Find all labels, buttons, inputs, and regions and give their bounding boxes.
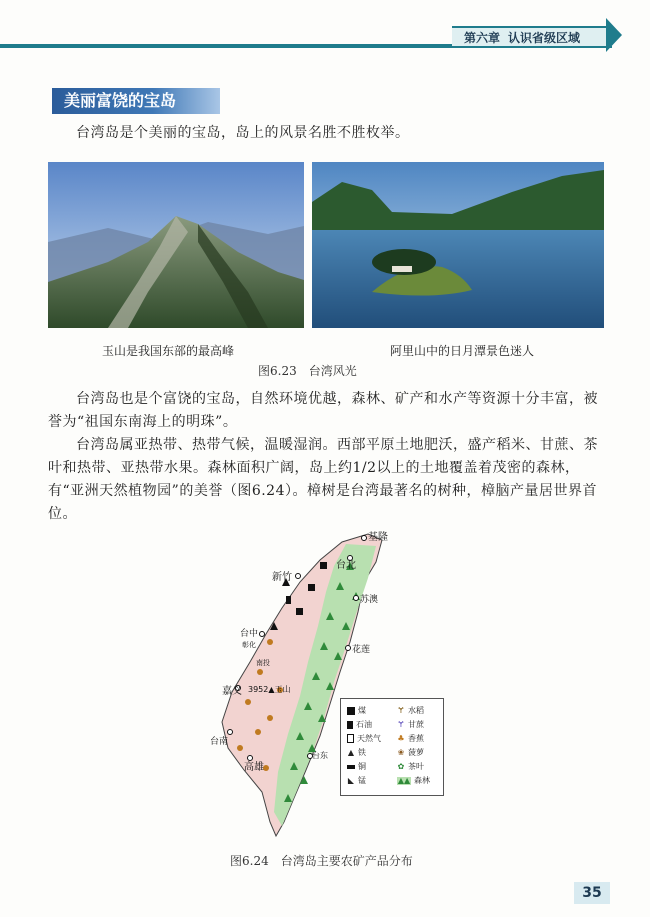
city-kaohsiung: 高雄 [244,762,264,773]
map-legend [340,698,444,796]
yushan-peak: 3952▲玉山 [248,685,291,694]
legend-item: ▲▲ 森林 [397,775,430,785]
city-suao: 苏澳 [360,595,379,605]
city-changhua: 彰化 [242,641,256,649]
sun-moon-lake-caption: 阿里山中的日月潭景色迷人 [390,344,535,358]
figure-6-24-caption: 图6.24 台湾岛主要农矿产品分布 [230,854,413,868]
legend-item: ✿ 茶叶 [397,761,424,771]
chapter-title: 认识省级区域 [508,31,581,45]
banana-icon: ♣ [397,733,405,743]
legend-item: ◣ 锰 [347,775,366,785]
legend-item: 天然气 [347,733,381,744]
copper-icon [347,765,355,769]
legend-item: 石油 [347,719,372,730]
body-paragraph-2: 台湾岛属亚热带、热带气候，温暖湿润。西部平原土地肥沃，盛产稻米、甘蔗、茶叶和热带、亚热带水果。森林面积广阔，岛上约1/2以上的土地覆盖着茂密的森林，有“亚洲天然植物园”的美誉（图6.24）。樟树是台湾最著名的树种，樟脑产量居世界首位。 [48,437,598,522]
section-title: 美丽富饶的宝岛 [52,88,220,114]
tea-icon: ✿ [397,761,405,771]
pineapple-icon: ❀ [397,747,405,757]
legend-item: 煤 [347,705,366,716]
yushan-caption: 玉山是我国东部的最高峰 [102,344,235,358]
city-tainan: 台南 [210,737,229,747]
legend-item: ▲ 铁 [347,747,366,757]
coal-icon [347,707,355,715]
page-number: 35 [574,882,610,904]
legend-item: ❀ 菠萝 [397,747,424,757]
gas-icon [347,734,354,743]
body-paragraph-1: 台湾岛也是个富饶的宝岛，自然环境优越，森林、矿产和水产等资源十分丰富，被誉为“祖国东南海上的明珠”。 [48,391,598,430]
legend-item: Ɏ 甘蔗 [398,719,424,729]
city-keelung: 基隆 [368,532,388,543]
chapter-number: 第六章 [464,31,501,45]
sun-moon-lake-photo [312,162,604,328]
manganese-icon: ◣ [347,775,355,785]
city-taichung: 台中 [240,629,259,639]
sugarcane-icon: Ɏ [398,719,404,729]
city-hualien: 花莲 [352,645,371,655]
rice-icon: Ɏ [398,705,404,715]
city-chiayi: 嘉义 [222,686,242,697]
oil-icon [347,721,353,729]
intro-paragraph: 台湾岛是个美丽的宝岛，岛上的风景名胜不胜枚举。 [76,125,410,141]
iron-icon: ▲ [347,747,355,757]
legend-item: 铜 [347,761,366,772]
header-arrow-icon [606,18,622,52]
forest-icon: ▲▲ [397,775,411,785]
city-hsinchu: 新竹 [272,572,292,583]
figure-6-23-caption: 图6.23 台湾风光 [258,364,357,378]
city-taitung: 台东 [312,751,328,760]
chapter-header [452,26,612,46]
legend-item: ♣ 香蕉 [397,733,424,743]
yushan-photo [48,162,304,328]
legend-item: Ɏ 水稻 [398,705,424,715]
city-nantou: 南投 [256,659,270,667]
city-taipei: 台北 [336,560,356,571]
